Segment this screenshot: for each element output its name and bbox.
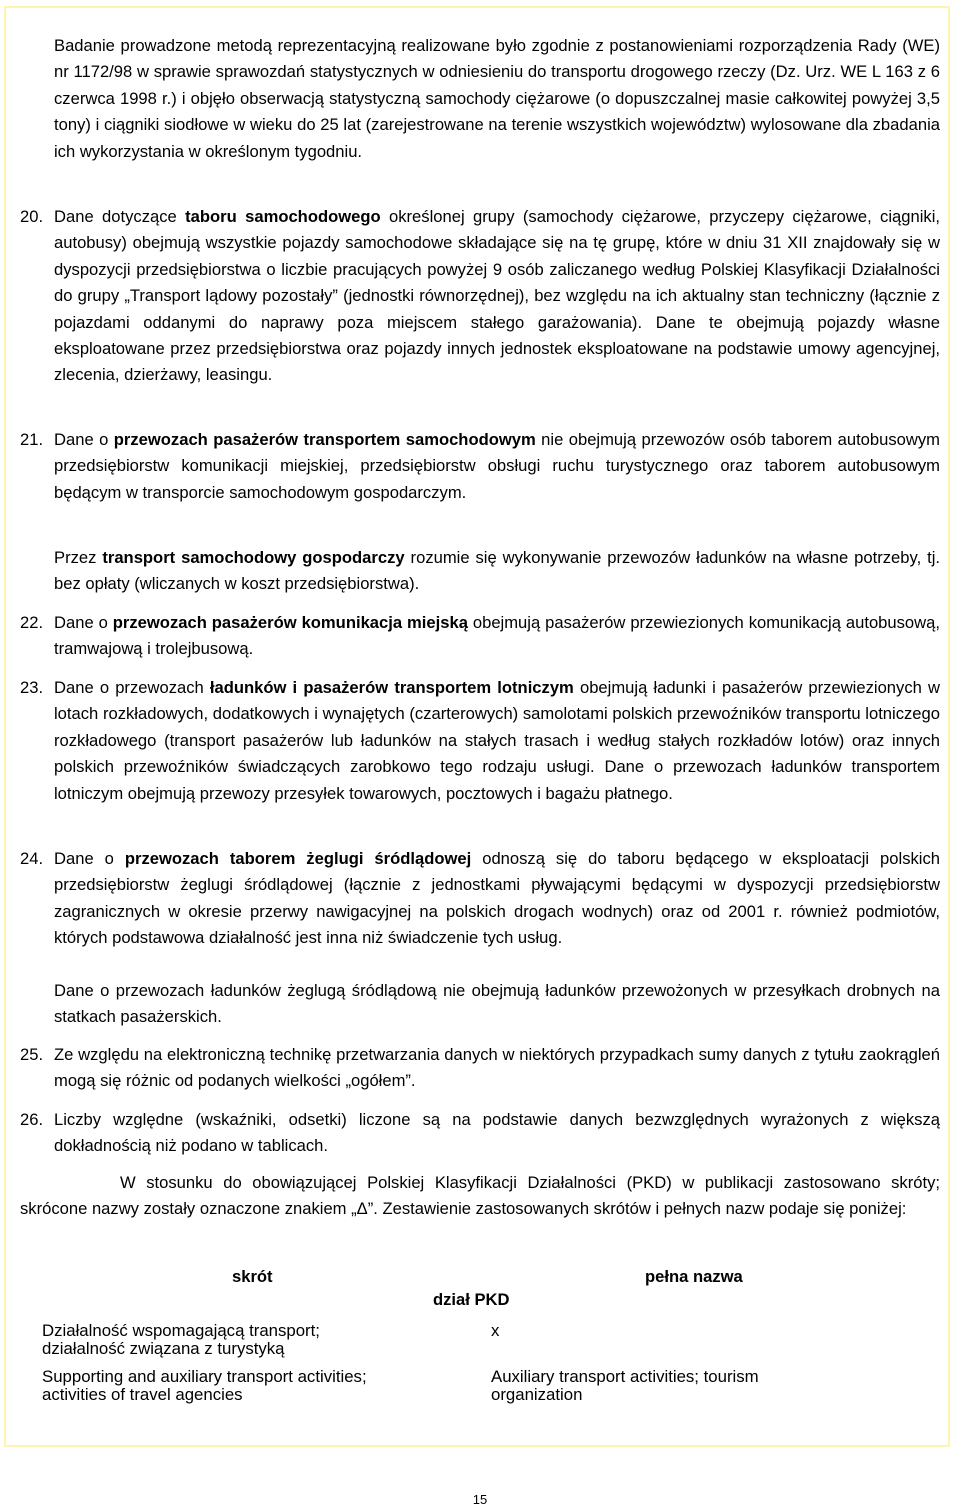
item-24-sub-paragraph: Dane o przewozach ładunków żeglugą śródlądową nie obejmują ładunków przewożonych w przesyłkach drobnych na statkach pasażerskich. bbox=[54, 981, 940, 1027]
item-number-20: 20. bbox=[20, 207, 44, 226]
item-21-paragraph: Dane o przewozach pasażerów transportem samochodowym nie obejmują przewozów osób taborem autobusowym przedsiębiorstw komunikacji miejskiej, przedsiębiorstw obsługi ruchu turystycznego oraz taborem autobusowym będącym w transporcie samochodowym gospodarczym. bbox=[54, 430, 941, 502]
table-section-pkd: dział PKD bbox=[433, 1290, 510, 1309]
item-26-paragraph: Liczby względne (wskaźniki, odsetki) liczone są na podstawie danych bezwzględnych wyrażonych z większą dokładnością niż podano w tablicach. bbox=[54, 1110, 940, 1156]
pkd-intro-paragraph: W stosunku do obowiązującej Polskiej Klasyfikacji Działalności (PKD) w publikacji zastosowano skróty; skrócone nazwy zostały oznaczone znakiem „Δ”. Zestawienie zastosowanych skrótów i pełnych nazw podaje się poniżej: bbox=[20, 1173, 940, 1219]
row-1-full-name: x bbox=[491, 1321, 500, 1340]
item-number-23: 23. bbox=[20, 678, 44, 697]
intro-paragraph: Badanie prowadzone metodą reprezentacyjną realizowane było zgodnie z postanowieniami rozporządzenia Rady (WE) nr 1172/98 w sprawie sprawozdań statystycznych w odniesieniu do transportu drogowego rzeczy (Dz. Urz. WE L 163 z 6 czerwca 1998 r.) i objęło obserwacją statystyczną samochody ciężarowe (o dopuszczalnej masie całkowitej powyżej 3,5 tony) i ciągniki siodłowe w wieku do 25 lat (zarejestrowane na terenie wszystkich województw) wylosowane dla zbadania ich wykorzystania w określonym tygodniu. bbox=[54, 36, 940, 161]
column-header-full: pełna nazwa bbox=[645, 1267, 743, 1286]
row-2-short-name: Supporting and auxiliary transport activities; activities of travel agencies bbox=[42, 1367, 367, 1404]
item-22-paragraph: Dane o przewozach pasażerów komunikacja miejską obejmują pasażerów przewiezionych komunikacją autobusową, tramwajową i trolejbusową. bbox=[54, 613, 940, 659]
item-number-22: 22. bbox=[20, 613, 44, 632]
item-25-paragraph: Ze względu na elektroniczną technikę przetwarzania danych w niektórych przypadkach sumy danych z tytułu zaokrągleń mogą się różnic od podanych wielkości „ogółem”. bbox=[54, 1045, 940, 1091]
item-20-paragraph: Dane dotyczące taboru samochodowego określonej grupy (samochody ciężarowe, przyczepy ciężarowe, ciągniki, autobusy) obejmują wszystkie pojazdy samochodowe składające się na tę grupę, które w dniu 31 XII znajdowały się w dyspozycji przedsiębiorstwa o liczbie pracujących powyżej 9 osób zaliczanego według Polskiej Klasyfikacji Działalności do grupy „Transport lądowy pozostały” (jednostki równorzędnej), bez względu na ich aktualny stan techniczny (łącznie z pojazdami oddanymi do naprawy poza miejscem stałego garażowania). Dane te obejmują pojazdy własne eksploatowane przez przedsiębiorstwa oraz pojazdy innych jednostek eksploatowane na podstawie umowy agencyjnej, zlecenia, dzierżawy, leasingu. bbox=[54, 207, 940, 385]
column-header-short: skrót bbox=[232, 1267, 273, 1286]
row-1-short-name: Działalność wspomagającą transport; działalność związana z turystyką bbox=[42, 1321, 320, 1358]
item-24-paragraph: Dane o przewozach taborem żeglugi śródlądowej odnoszą się do taboru będącego w eksploatacji polskich przedsiębiorstw żeglugi śródlądowej (łącznie z jednostkami pływającymi będącymi w dyspozycji przedsiębiorstw zagranicznych w okresie przerwy nawigacyjnej na polskich drogach wodnych) oraz od 2001 r. również podmiotów, których podstawowa działalność jest inna niż świadczenie tych usług. bbox=[54, 849, 940, 948]
item-number-21: 21. bbox=[20, 430, 44, 449]
item-number-26: 26. bbox=[20, 1110, 44, 1129]
row-2-full-name: Auxiliary transport activities; tourism organization bbox=[491, 1367, 759, 1404]
page-number: 15 bbox=[472, 1492, 488, 1507]
item-number-24: 24. bbox=[20, 849, 44, 868]
item-23-paragraph: Dane o przewozach ładunków i pasażerów transportem lotniczym obejmują ładunki i pasażerów przewiezionych w lotach rozkładowych, dodatkowych i wynajętych (czarterowych) samolotami polskich przewoźników transportu lotniczego rozkładowego (transport pasażerów lub ładunków na stałych trasach i według stałych rozkładów lotów) oraz innych polskich przewoźników świadczących zarobkowo tego rodzaju usługi. Dane o przewozach ładunków transportem lotniczym obejmują przewozy przesyłek towarowych, pocztowych i bagażu płatnego. bbox=[54, 678, 940, 803]
item-number-25: 25. bbox=[20, 1045, 44, 1064]
item-21-sub-paragraph: Przez transport samochodowy gospodarczy rozumie się wykonywanie przewozów ładunków na własne potrzeby, tj. bez opłaty (wliczanych w koszt przedsiębiorstwa). bbox=[54, 548, 941, 594]
